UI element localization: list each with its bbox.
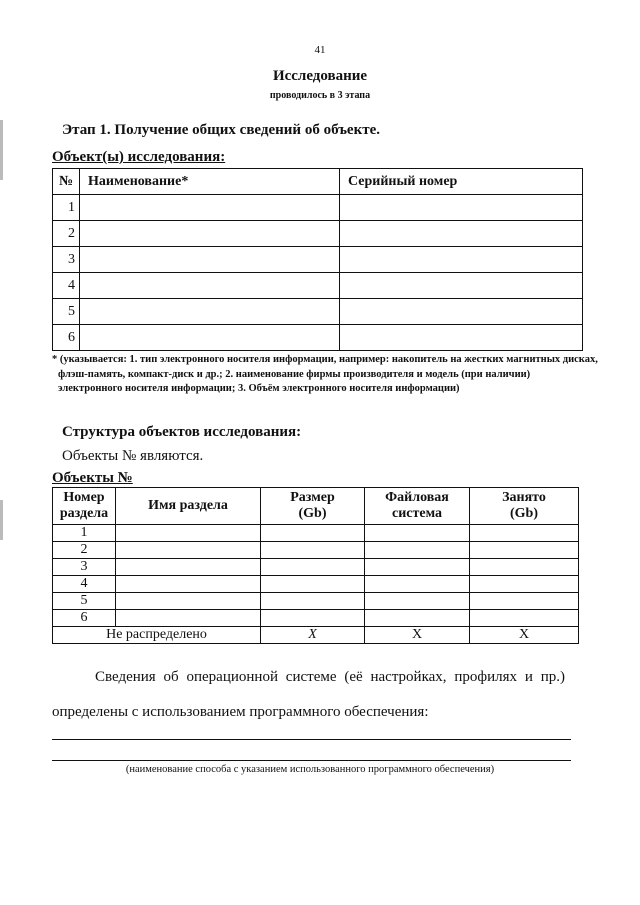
header-line: (Gb) (510, 506, 538, 521)
used-cell (470, 542, 579, 559)
name-cell (80, 221, 340, 247)
partition-number: 2 (53, 542, 116, 559)
header-line: Размер (290, 490, 335, 505)
column-header-partition-name: Имя раздела (116, 488, 261, 525)
header-line: Занято (502, 490, 546, 505)
partition-number: 4 (53, 576, 116, 593)
size-cell (261, 593, 365, 610)
serial-cell (340, 273, 583, 299)
column-header-filesystem (365, 488, 470, 525)
os-info-text-line: Сведения об операционной системе (её настройках, профилях и пр.) (95, 669, 565, 685)
table-header-row (53, 488, 579, 525)
fill-in-line (52, 739, 571, 740)
serial-cell (340, 221, 583, 247)
serial-cell (340, 195, 583, 221)
name-cell (80, 299, 340, 325)
serial-cell (340, 325, 583, 351)
header-line: (Gb) (298, 506, 327, 521)
partition-number: 5 (53, 593, 116, 610)
filesystem-cell (365, 610, 470, 627)
unallocated-row (53, 627, 579, 644)
table-row (53, 325, 583, 351)
name-cell (80, 325, 340, 351)
row-number: 4 (53, 273, 80, 299)
footnote-line: * (указывается: 1. тип электронного носителя информации, например: накопитель на жестких магнитных дисках, (52, 354, 598, 365)
filesystem-cell (365, 542, 470, 559)
used-cell (470, 576, 579, 593)
size-cell (261, 576, 365, 593)
partition-name-cell (116, 576, 261, 593)
size-cell (261, 542, 365, 559)
header-line: раздела (59, 506, 109, 521)
partition-name-cell (116, 610, 261, 627)
table-row (53, 525, 579, 542)
header-line: Номер (63, 490, 105, 505)
unallocated-size: X (261, 627, 365, 644)
os-info-text-line: определены с использованием программного обеспечения: (52, 704, 429, 720)
table-row (53, 299, 583, 325)
partition-name-cell (116, 593, 261, 610)
table-row (53, 593, 579, 610)
footnote-line: флэш-память, компакт-диск и др.; 2. наименование фирмы производителя и модель (при наличии) (58, 369, 531, 380)
table-row (53, 195, 583, 221)
fill-in-caption: (наименование способа с указанием использованного программного обеспечения) (125, 764, 495, 775)
used-cell (470, 559, 579, 576)
size-cell (261, 559, 365, 576)
fill-in-line (52, 760, 571, 761)
objects-table (52, 168, 583, 351)
column-header-partition-number (53, 488, 116, 525)
table-header-row (53, 169, 583, 195)
size-cell (261, 610, 365, 627)
column-header-used (470, 488, 579, 525)
partition-number: 3 (53, 559, 116, 576)
column-header-size (261, 488, 365, 525)
serial-cell (340, 299, 583, 325)
used-cell (470, 593, 579, 610)
name-cell (80, 247, 340, 273)
filesystem-cell (365, 593, 470, 610)
serial-cell (340, 247, 583, 273)
column-header-name: Наименование* (80, 169, 340, 195)
column-header-serial: Серийный номер (340, 169, 583, 195)
objects-number-label: Объекты № (52, 470, 133, 486)
table-row (53, 247, 583, 273)
unallocated-filesystem: X (365, 627, 470, 644)
page-number: 41 (314, 44, 326, 56)
table-row (53, 576, 579, 593)
filesystem-cell (365, 576, 470, 593)
stage1-heading: Этап 1. Получение общих сведений об объекте. (62, 122, 381, 138)
partition-name-cell (116, 525, 261, 542)
objects-heading: Объект(ы) исследования: (52, 149, 226, 165)
row-number: 5 (53, 299, 80, 325)
scan-edge-mark (0, 120, 3, 180)
document-subtitle: проводилось в 3 этапа (269, 90, 371, 101)
row-number: 3 (53, 247, 80, 273)
unallocated-label: Не распределено (53, 627, 261, 644)
footnote-line: электронного носителя информации; 3. Объём электронного носителя информации) (58, 383, 460, 394)
table-row (53, 273, 583, 299)
used-cell (470, 525, 579, 542)
used-cell (470, 610, 579, 627)
table-row (53, 610, 579, 627)
objects-are-text: Объекты № являются. (62, 448, 204, 464)
column-header-number: № (53, 169, 80, 195)
table-row (53, 221, 583, 247)
name-cell (80, 273, 340, 299)
name-cell (80, 195, 340, 221)
row-number: 2 (53, 221, 80, 247)
header-line: система (391, 506, 443, 521)
row-number: 6 (53, 325, 80, 351)
partition-name-cell (116, 542, 261, 559)
filesystem-cell (365, 525, 470, 542)
structure-heading: Структура объектов исследования: (62, 424, 302, 440)
partition-name-cell (116, 559, 261, 576)
table-row (53, 559, 579, 576)
document-title: Исследование (272, 68, 368, 84)
header-line: Файловая (385, 490, 449, 505)
unallocated-used: X (470, 627, 579, 644)
size-cell (261, 525, 365, 542)
row-number: 1 (53, 195, 80, 221)
filesystem-cell (365, 559, 470, 576)
scan-edge-mark (0, 500, 3, 540)
partition-number: 6 (53, 610, 116, 627)
partition-number: 1 (53, 525, 116, 542)
table-row (53, 542, 579, 559)
partitions-table (52, 487, 579, 644)
